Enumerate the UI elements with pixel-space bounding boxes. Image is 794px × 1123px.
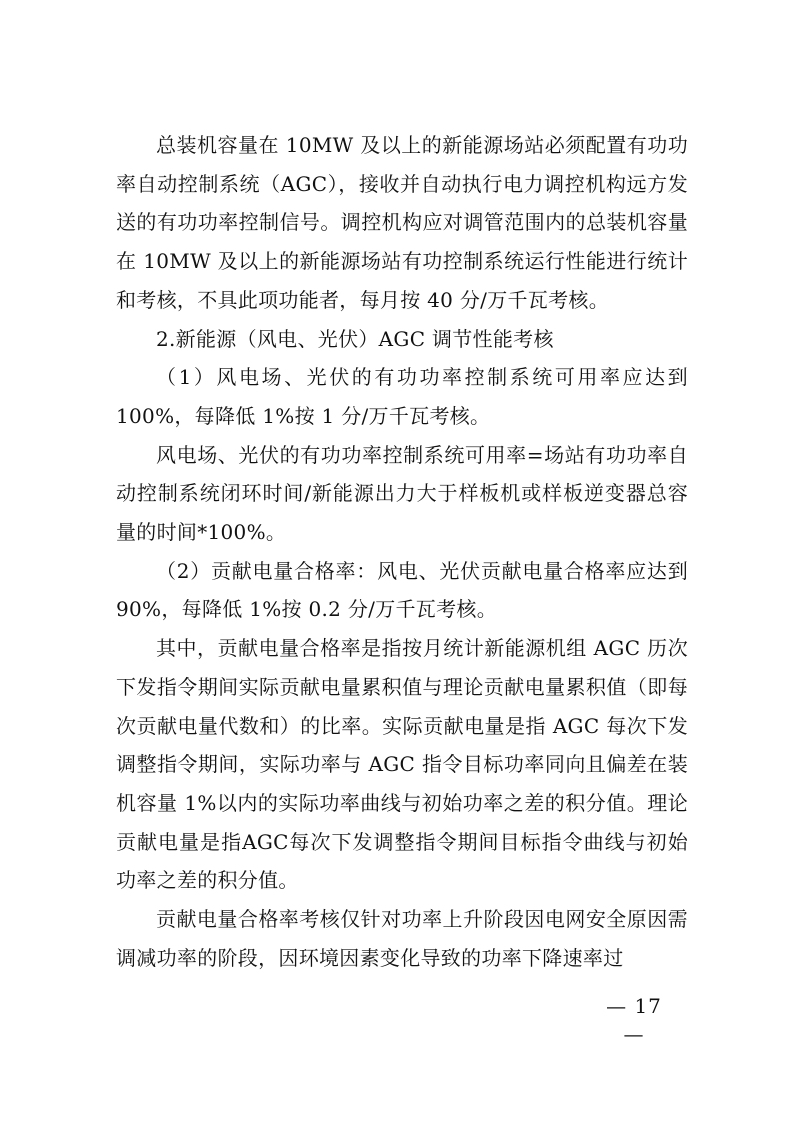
paragraph-contribution-definition: 其中，贡献电量合格率是指按月统计新能源机组 AGC 历次下发指令期间实际贡献电量累积值与理论贡献电量累积值（即每次贡献电量代数和）的比率。实际贡献电量是指 AGC 每次下发调整指令期间，实际功率与 AGC 指令目标功率同向且偏差在装机容量 1%以内的实际功率曲线与初始功率之差的积分值。理论贡献电量是指AGC每次下发调整指令期间目标指令曲线与初始功率之差的积分值。 (116, 636, 688, 893)
paragraph-availability-rate: （1）风电场、光伏的有功功率控制系统可用率应达到 100%，每降低 1%按 1 分/万千瓦考核。 (116, 365, 688, 428)
page-number: — 17 — (606, 994, 662, 1046)
paragraph-agc-requirement: 总装机容量在 10MW 及以上的新能源场站必须配置有功功率自动控制系统（AGC），接收并自动执行电力调控机构远方发送的有功功率控制信号。调控机构应对调管范围内的总装机容量在 10MW 及以上的新能源场站有功控制系统运行性能进行统计和考核，不具此项功能者，每月按 40 分/万千瓦考核。 (116, 133, 688, 312)
paragraph-contribution-rate: （2）贡献电量合格率：风电、光伏贡献电量合格率应达到 90%，每降低 1%按 0.2 分/万千瓦考核。 (116, 558, 688, 622)
paragraph-contribution-scope: 贡献电量合格率考核仅针对功率上升阶段因电网安全原因需调减功率的阶段，因环境因素变化导致的功率下降速率过 (116, 907, 688, 970)
section-heading-agc-assessment: 2.新能源（风电、光伏）AGC 调节性能考核 (156, 326, 554, 351)
paragraph-availability-formula: 风电场、光伏的有功功率控制系统可用率=场站有功功率自动控制系统闭环时间/新能源出力大于样板机或样板逆变器总容量的时间*100%。 (116, 442, 688, 545)
body-text (116, 126, 688, 977)
